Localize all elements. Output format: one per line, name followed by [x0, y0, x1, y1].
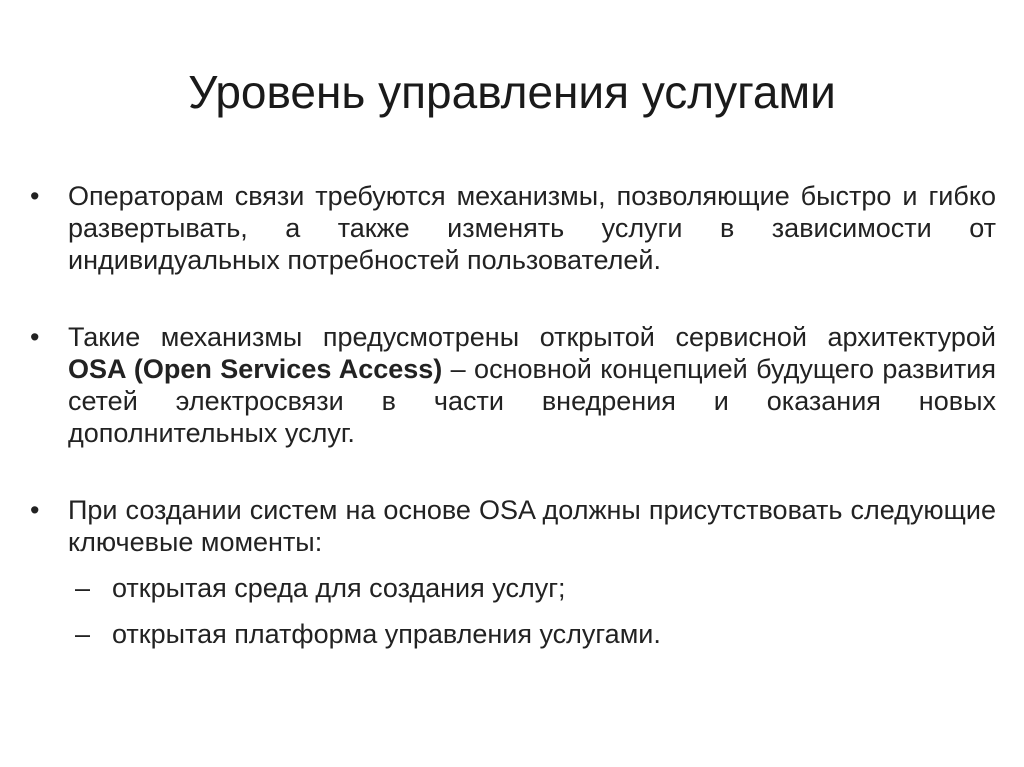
- bullet-icon: •: [30, 181, 40, 211]
- bullet-icon: •: [30, 322, 40, 352]
- sub-item-1: [30, 572, 996, 604]
- bullet-item-2: [30, 321, 996, 449]
- dash-icon: –: [75, 619, 91, 649]
- bullet-text: [68, 321, 996, 449]
- sub-item-text: открытая среда для создания услуг;: [112, 573, 566, 603]
- slide-title: Уровень управления услугами: [188, 66, 836, 118]
- bullet-item-3: [30, 494, 996, 558]
- sub-item-2: [30, 618, 996, 650]
- bullet-text-after: – основной концепцией будущего развития сетей электросвязи в части внедрения и оказания новых дополнительных услуг.: [68, 354, 996, 448]
- sub-item-text: открытая платформа управления услугами.: [112, 619, 661, 649]
- osa-term: OSA (Open Services Access): [68, 354, 443, 384]
- bullet-item-1: [30, 180, 996, 276]
- bullet-text-before: Такие механизмы предусмотрены открытой сервисной архитектурой: [68, 322, 996, 352]
- slide-content: [30, 180, 996, 650]
- dash-icon: –: [75, 573, 91, 603]
- bullet-text: При создании систем на основе OSA должны присутствовать следующие ключевые моменты:: [68, 495, 996, 557]
- bullet-text: Операторам связи требуются механизмы, позволяющие быстро и гибко развертывать, а также изменять услуги в зависимости от индивидуальных потребностей пользователей.: [68, 181, 996, 275]
- bullet-icon: •: [30, 495, 40, 525]
